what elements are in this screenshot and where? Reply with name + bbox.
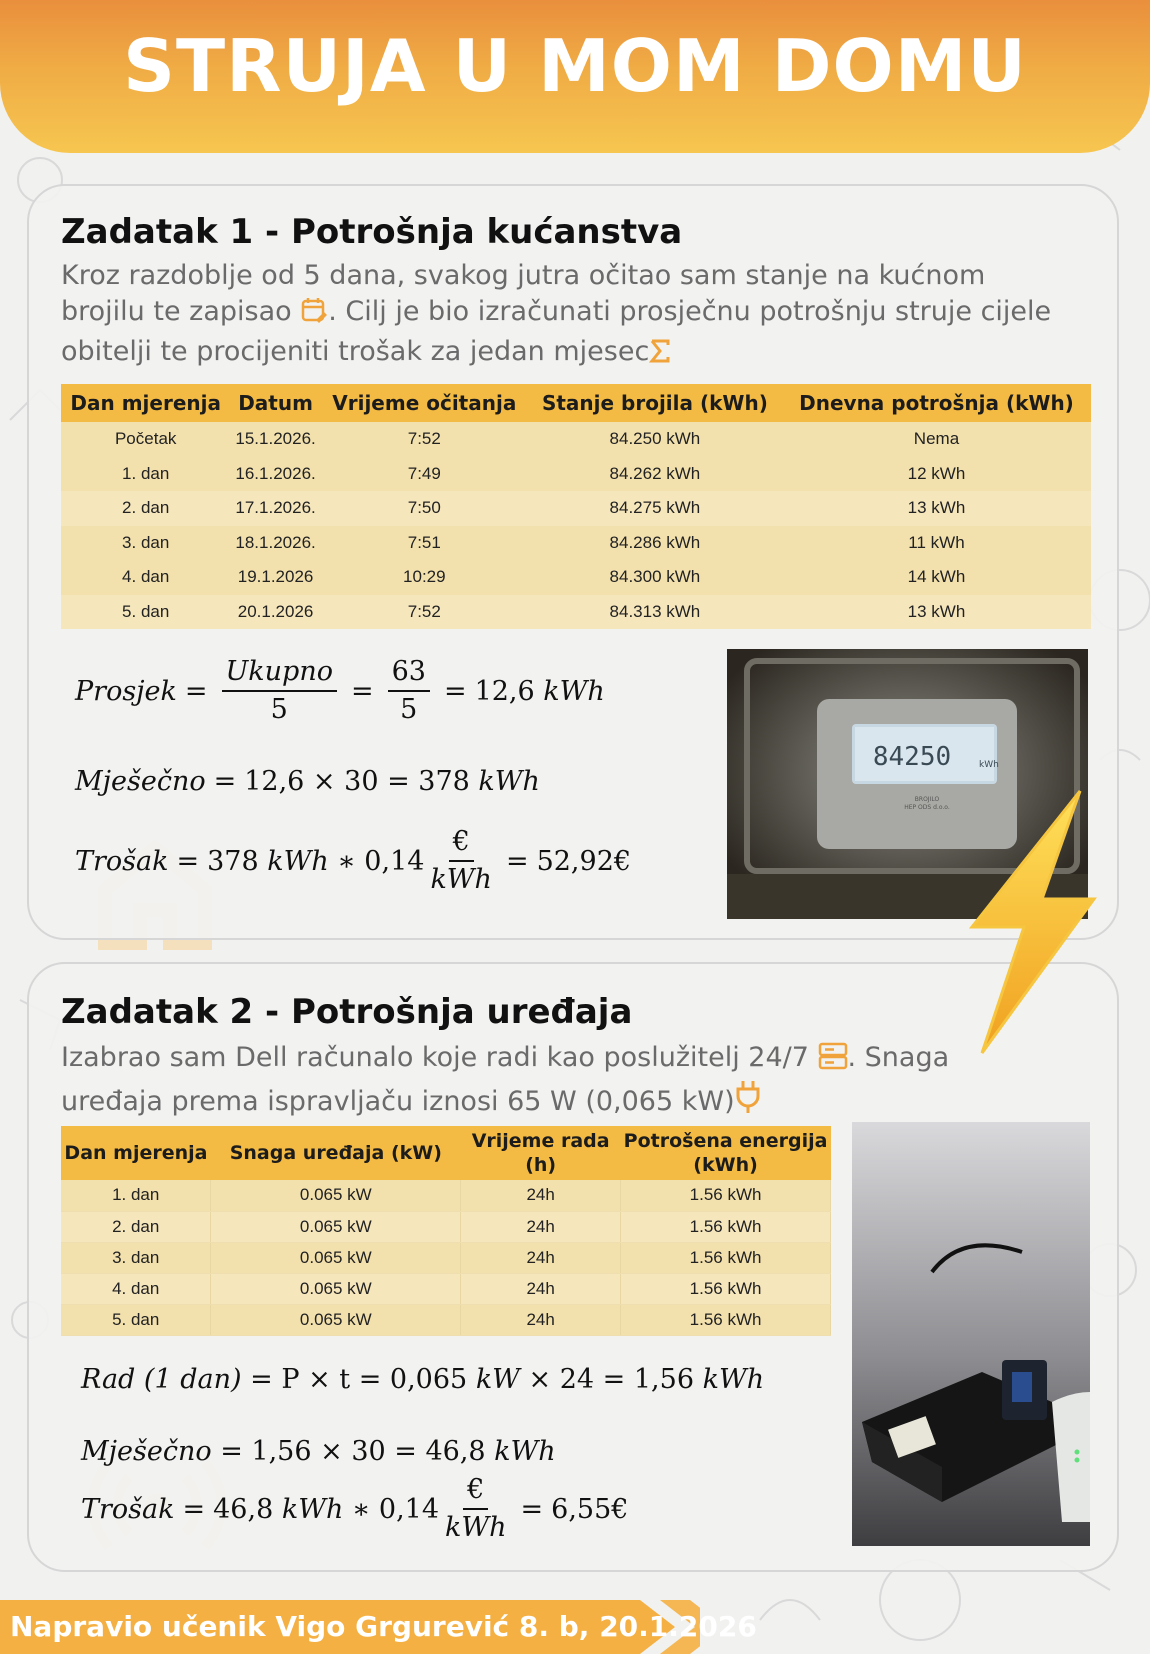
table-cell: 1.56 kWh (621, 1242, 831, 1273)
formula-result: 52,92€ (536, 845, 632, 877)
column-header: Stanje brojila (kWh) (528, 384, 782, 422)
table-cell: 13 kWh (782, 595, 1091, 630)
meter-reading: 84250 (872, 742, 952, 772)
formula-monthly (81, 1436, 556, 1467)
table-cell: 24h (461, 1180, 621, 1211)
task1-title: Zadatak 1 - Potrošnja kućanstva (61, 212, 683, 252)
table-row (61, 560, 1091, 595)
table-cell: 16.1.2026. (230, 457, 320, 492)
table-cell: 10:29 (321, 560, 528, 595)
table-cell: 1.56 kWh (621, 1273, 831, 1304)
table-cell: 24h (461, 1304, 621, 1335)
fraction (222, 656, 337, 726)
column-header: Datum (230, 384, 320, 422)
unit: kW (475, 1364, 520, 1395)
table-cell: 5. dan (61, 1304, 211, 1335)
table-cell: 14 kWh (782, 560, 1091, 595)
table-cell: 84.275 kWh (528, 491, 782, 526)
formula-average: Prosjek = $\frac{\text{Ukupno}}{5}$ = $\frac{63}{5}$ = 12,6 kWh (75, 656, 605, 725)
formula-cost: Trošak = 46,8 kWh ∗ 0,14 $\frac{€}{\text{kWh}}$ = 6,55€ (81, 1474, 629, 1543)
task2-text-part2: . Snaga uređaja prema ispravljaču iznosi 65 W (0,065 kW) (61, 1042, 950, 1117)
table-cell: 0.065 kW (211, 1211, 461, 1242)
table-cell: 84.250 kWh (528, 422, 782, 457)
denominator: kWh (445, 1512, 507, 1543)
table-row (61, 491, 1091, 526)
table-cell: 17.1.2026. (230, 491, 320, 526)
numerator: 63 (388, 656, 430, 692)
table-cell: 3. dan (61, 1242, 211, 1273)
denominator: 5 (270, 694, 288, 725)
formula-label: Trošak (81, 1493, 175, 1525)
formula-expression: = P × t = 0,065 (250, 1364, 468, 1395)
server-icon (818, 1042, 848, 1080)
table-row (61, 526, 1091, 561)
formula-expression: × 24 = 1,56 (528, 1364, 694, 1395)
table-cell: 0.065 kW (211, 1304, 461, 1335)
table-cell: Nema (782, 422, 1091, 457)
plug-icon (735, 1080, 761, 1124)
table-cell: 2. dan (61, 1211, 211, 1242)
column-header: Snaga uređaja (kW) (211, 1126, 461, 1180)
author-credit: Napravio učenik Vigo Grgurević 8. b, 20.1.2026 (10, 1610, 757, 1643)
unit: kWh (267, 845, 329, 877)
table-cell: 24h (461, 1242, 621, 1273)
formula-expression: 12,6 × 30 = 378 (244, 766, 470, 797)
unit: kWh (494, 1436, 556, 1467)
task2-description (61, 1040, 1021, 1124)
table-row (61, 457, 1091, 492)
table-row (61, 1273, 831, 1304)
table-row (61, 1304, 831, 1335)
table-cell: 15.1.2026. (230, 422, 320, 457)
table-header-row (61, 1126, 831, 1180)
formula-value: 378 (207, 845, 259, 877)
formula-label: Mješečno (81, 1436, 212, 1467)
formula-work (81, 1364, 764, 1395)
table-cell: 0.065 kW (211, 1180, 461, 1211)
task2-title: Zadatak 2 - Potrošnja uređaja (61, 992, 633, 1032)
column-header: Vrijeme očitanja (321, 384, 528, 422)
formula-value: 46,8 (213, 1493, 274, 1525)
unit: kWh (478, 766, 540, 797)
table-cell: 5. dan (61, 595, 230, 630)
table-cell: 7:50 (321, 491, 528, 526)
dell-computer-photo (852, 1122, 1090, 1546)
formula-label: Prosjek (75, 675, 177, 707)
task1-text-part1: Kroz razdoblje od 5 dana, svakog jutra očitao sam stanje na kućnom brojilu te zapisao (61, 260, 986, 327)
table-cell: 11 kWh (782, 526, 1091, 561)
table-cell: 13 kWh (782, 491, 1091, 526)
unit: kWh (702, 1364, 765, 1395)
table-cell: Početak (61, 422, 230, 457)
table-cell: 20.1.2026 (230, 595, 320, 630)
meter-unit: kWh (979, 760, 999, 770)
table-cell: 1.56 kWh (621, 1180, 831, 1211)
table-cell: 0.065 kW (211, 1273, 461, 1304)
table-cell: 24h (461, 1211, 621, 1242)
table-cell: 3. dan (61, 526, 230, 561)
table-cell: 84.286 kWh (528, 526, 782, 561)
table-cell: 19.1.2026 (230, 560, 320, 595)
table-row (61, 1211, 831, 1242)
column-header: Dnevna potrošnja (kWh) (782, 384, 1091, 422)
denominator: 5 (400, 694, 418, 725)
column-header: Vrijeme rada (h) (461, 1126, 621, 1180)
denominator: kWh (430, 864, 492, 895)
formula-cost: Trošak = 378 kWh ∗ 0,14 $\frac{€}{\text{kWh}}$ = 52,92€ (75, 826, 632, 895)
column-header: Potrošena energija (kWh) (621, 1126, 831, 1180)
formula-value: 12,6 (474, 675, 535, 707)
task1-description (61, 258, 1071, 374)
table-cell: 7:51 (321, 526, 528, 561)
lightning-bolt-icon (962, 787, 1102, 1057)
table-cell: 2. dan (61, 491, 230, 526)
meter-caption: BROJILO (914, 796, 940, 803)
unit: kWh (281, 1493, 344, 1525)
task1-table (61, 384, 1091, 629)
table-cell: 12 kWh (782, 457, 1091, 492)
table-cell: 84.262 kWh (528, 457, 782, 492)
task2-text-part1: Izabrao sam Dell računalo koje radi kao poslužitelj 24/7 (61, 1042, 818, 1073)
table-row (61, 1180, 831, 1211)
table-cell: 18.1.2026. (230, 526, 320, 561)
formula-label: Mješečno (75, 766, 206, 797)
table-row (61, 1242, 831, 1273)
table-cell: 7:49 (321, 457, 528, 492)
table-cell: 7:52 (321, 595, 528, 630)
table-cell: 0.065 kW (211, 1242, 461, 1273)
table-header-row (61, 384, 1091, 422)
table-cell: 4. dan (61, 1273, 211, 1304)
meter-caption-company: HEP ODS d.o.o. (904, 804, 950, 811)
formula-label: Rad (1 dan) (81, 1364, 242, 1395)
table-cell: 7:52 (321, 422, 528, 457)
numerator: Ukupno (222, 656, 337, 692)
task1-text-part2: . Cilj je bio izračunati prosječnu potrošnju struje cijele obitelji te procijeniti trošak za jedan mjesec (61, 296, 1052, 367)
formula-monthly: Mješečno = 12,6 × 30 = 378 kWh (75, 766, 540, 797)
table-cell: 24h (461, 1273, 621, 1304)
table-cell: 1.56 kWh (621, 1304, 831, 1335)
calendar-edit-icon (300, 296, 328, 334)
table-cell: 4. dan (61, 560, 230, 595)
formula-rate: ∗ 0,14 (337, 845, 425, 877)
fraction (445, 1474, 507, 1544)
table-cell: 84.300 kWh (528, 560, 782, 595)
page-title: STRUJA U MOM DOMU (123, 24, 1027, 108)
numerator: € (449, 826, 474, 862)
column-header: Dan mjerenja (61, 384, 230, 422)
formula-rate: ∗ 0,14 (351, 1493, 440, 1525)
formula-label: Trošak (75, 845, 169, 877)
sigma-icon (649, 338, 671, 374)
task2-table (61, 1126, 831, 1336)
table-cell: 1.56 kWh (621, 1211, 831, 1242)
title-banner (0, 0, 1150, 153)
fraction (430, 826, 492, 896)
fraction (388, 656, 430, 726)
column-header: Dan mjerenja (61, 1126, 211, 1180)
table-cell: 1. dan (61, 1180, 211, 1211)
unit: kWh (543, 675, 605, 707)
table-cell: 1. dan (61, 457, 230, 492)
formula-result: 6,55€ (551, 1493, 629, 1525)
table-row (61, 422, 1091, 457)
table-row (61, 595, 1091, 630)
formula-expression: = 1,56 × 30 = 46,8 (220, 1436, 486, 1467)
table-cell: 84.313 kWh (528, 595, 782, 630)
numerator: € (463, 1474, 488, 1510)
